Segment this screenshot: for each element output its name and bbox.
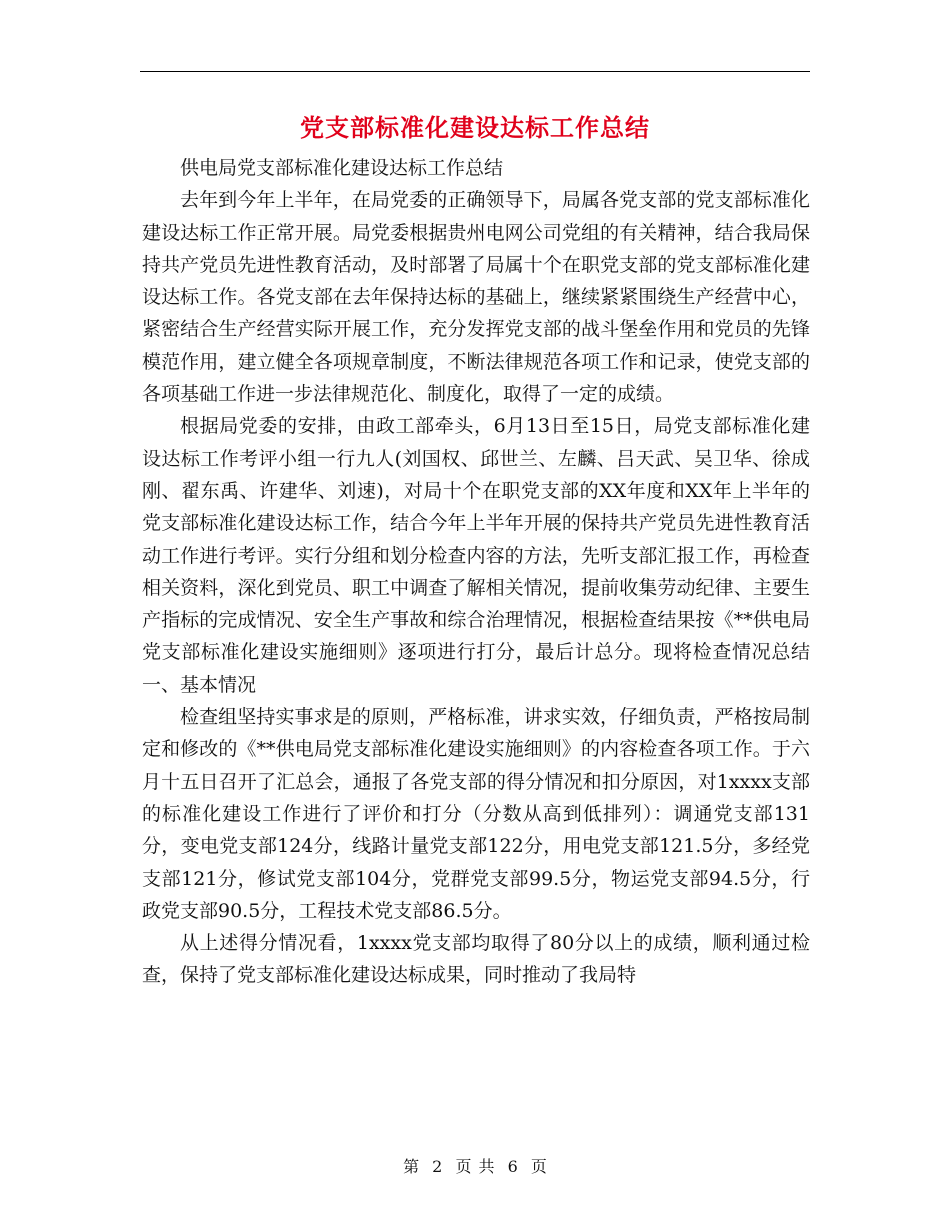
footer-total-pages: 6 [507, 1157, 518, 1176]
paragraph-4: 从上述得分情况看，1xxxx党支部均取得了80分以上的成绩，顺利通过检查，保持了党支部标准化建设达标成果，同时推动了我局特 [142, 932, 810, 987]
page-footer [0, 1154, 950, 1177]
paragraph-2: 根据局党委的安排，由政工部牵头，6月13日至15日，局党支部标准化建设达标工作考评小组一行九人(刘国权、邱世兰、左麟、吕天武、吴卫华、徐成刚、翟东禹、许建华、刘速)，对局十个在职党支部的XX年度和XX年上半年的党支部标准化建设达标工作，结合今年上半年开展的保持共产党员先进性教育活动工作进行考评。实行分组和划分检查内容的方法，先听支部汇报工作，再检查相关资料，深化到党员、职工中调查了解相关情况，提前收集劳动纪律、主要生产指标的完成情况、安全生产事故和综合治理情况，根据检查结果按《**供电局党支部标准化建设实施细则》逐项进行打分，最后计总分。现将检查情况总结 一、基本情况 [142, 415, 887, 696]
paragraph-1: 去年到今年上半年，在局党委的正确领导下，局属各党支部的党支部标准化建设达标工作正常开展。局党委根据贵州电网公司党组的有关精神，结合我局保持共产党员先进性教育活动，及时部署了局属十个在职党支部的党支部标准化建设达标工作。各党支部在去年保持达标的基础上，继续紧紧围绕生产经营中心，紧密结合生产经营实际开展工作，充分发挥党支部的战斗堡垒作用和党员的先锋模范作用，建立健全各项规章制度，不断法律规范各项工作和记录，使党支部的各项基础工作进一步法律规范化、制度化，取得了一定的成绩。 [142, 189, 810, 406]
footer-suffix: 页 [530, 1157, 547, 1176]
paragraph-3: 检查组坚持实事求是的原则，严格标准，讲求实效，仔细负责，严格按局制定和修改的《**供电局党支部标准化建设实施细则》的内容检查各项工作。于六月十五日召开了汇总会，通报了各党支部的得分情况和扣分原因，对1xxxx支部的标准化建设工作进行了评价和打分（分数从高到低排列）：调通党支部131分，变电党支部124分，线路计量党支部122分，用电党支部121.5分，多经党支部121分，修试党支部104分，党群党支部99.5分，物运党支部94.5分，行政党支部90.5分，工程技术党支部86.5分。 [142, 706, 810, 922]
page-title: 党支部标准化建设达标工作总结 [300, 113, 650, 142]
header-rule [140, 71, 810, 72]
footer-prefix: 第 [403, 1157, 420, 1176]
footer-middle: 页 共 [455, 1157, 495, 1176]
document-subtitle: 供电局党支部标准化建设达标工作总结 [180, 157, 504, 179]
document-body [142, 152, 887, 992]
footer-page-number: 2 [432, 1157, 443, 1176]
